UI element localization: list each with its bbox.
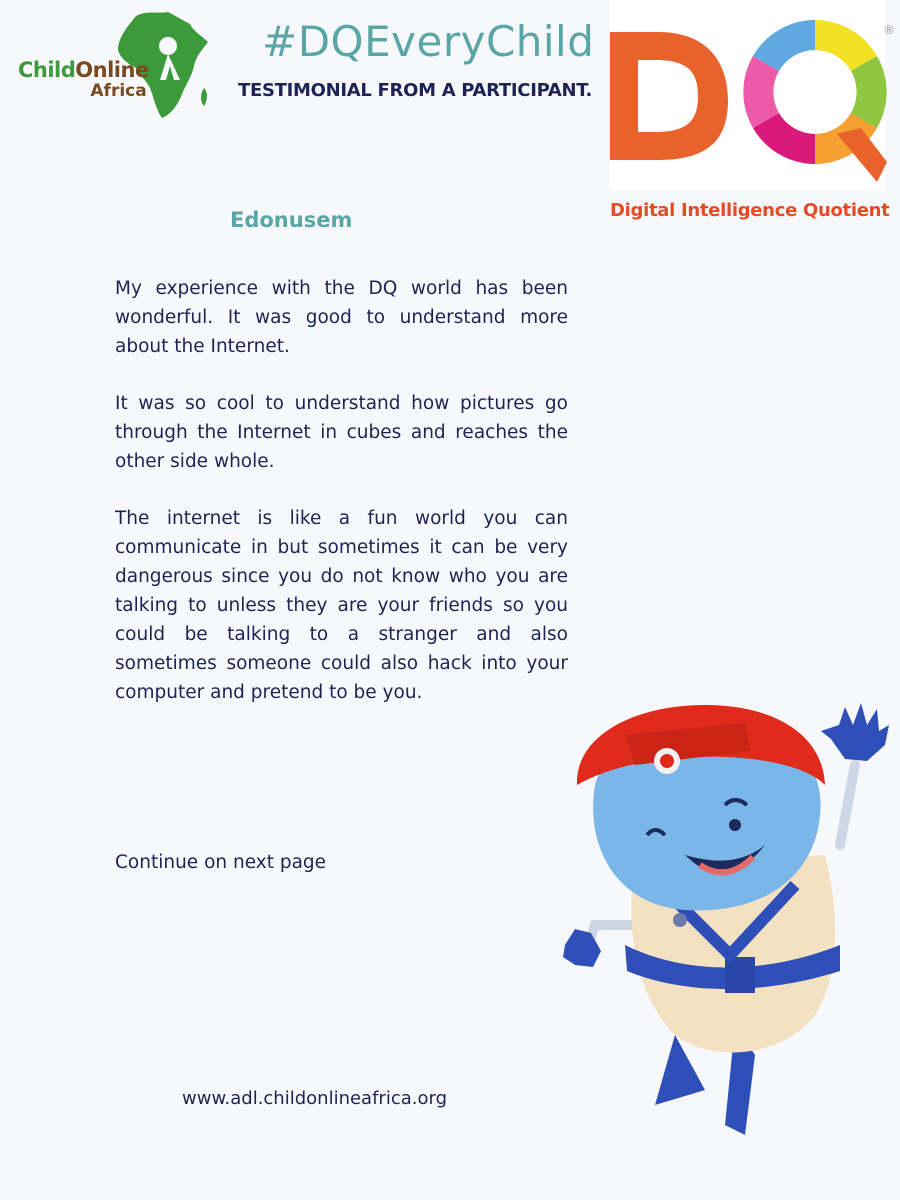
page-subtitle: TESTIMONIAL FROM A PARTICIPANT. [238,80,593,101]
testimonial-paragraph: The internet is like a fun world you can communicate in but sometimes it can be very dangerous since you do not know who you are talking to unless they are your friends so you could be talking to a stranger and also sometimes someone could also hack into your computer and pretend to be you. [115,508,568,703]
participant-name: Edonusem [230,208,353,232]
svg-text:®: ® [883,23,895,37]
dq-logo [610,0,900,230]
logo-line1-prefix: Child [18,58,76,82]
continue-note: Continue on next page [115,852,327,873]
testimonial-paragraph: My experience with the DQ world has been wonderful. It was good to understand more about the Internet. [115,278,568,357]
testimonial-paragraph: It was so cool to understand how pictures go through the Internet in cubes and reaches the other side whole. [115,393,568,472]
dq-ring-logo [610,0,900,195]
dq-tagline: Digital Intelligence Quotient [610,200,890,221]
mascot-character [555,695,900,1140]
website-link[interactable]: www.adl.childonlineafrica.org [182,1088,447,1109]
hashtag-title: #DQEveryChild [262,17,595,66]
logo-line2: Africa [90,81,147,101]
logo-wordmark [18,60,149,100]
child-online-africa-logo [18,10,218,122]
logo-line1-suffix: Online [75,58,149,82]
testimonial-body [115,274,568,735]
